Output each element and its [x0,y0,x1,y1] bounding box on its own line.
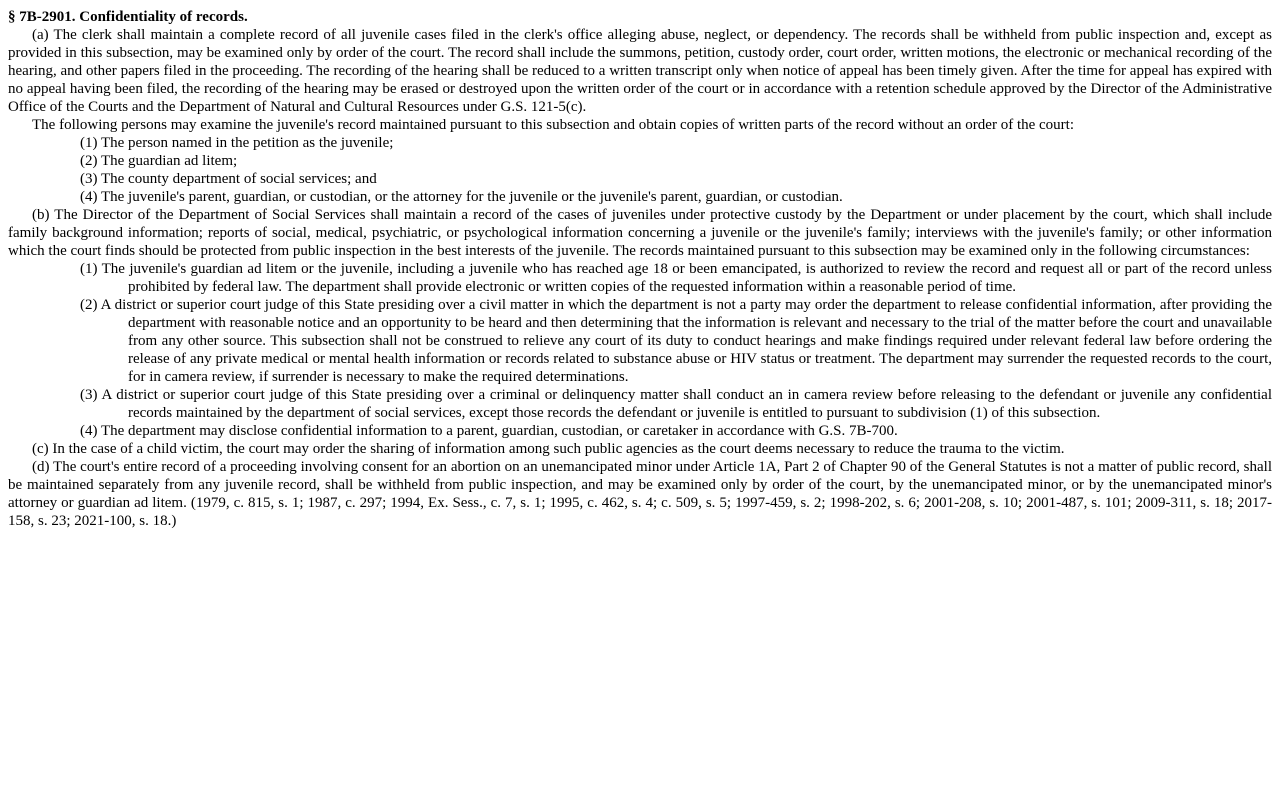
statute-document [8,8,1272,530]
subsection-a-item-3: (3) The county department of social services; and [80,171,377,187]
subsection-c: (c) In the case of a child victim, the court may order the sharing of information among such public agencies as the court deems necessary to reduce the trauma to the victim. [32,441,1065,457]
section-heading: § 7B-2901. Confidentiality of records. [8,9,248,25]
subsection-b-item-2: (2) A district or superior court judge of this State presiding over a civil matter in which the department is not a party may order the department to release confidential information, after providing the department with reasonable notice and an opportunity to be heard and then determining that the information is relevant and necessary to the trial of the matter before the court and unavailable from any other source. This subsection shall not be construed to relieve any court of its duty to conduct hearings and make findings required under relevant federal law before ordering the release of any private medical or mental health information or records related to substance abuse or HIV status or treatment. The department may surrender the requested records to the court, for in camera review, if surrender is necessary to make the required determinations. [80,297,1272,385]
subsection-a-item-2: (2) The guardian ad litem; [80,153,238,169]
subsection-d: (d) The court's entire record of a proceeding involving consent for an abortion on an unemancipated minor under Article 1A, Part 2 of Chapter 90 of the General Statutes is not a matter of public record, shall be maintained separately from any juvenile record, shall be withheld from public inspection, and may be examined only by order of the court, by the unemancipated minor, or by the unemancipated minor's attorney or guardian ad litem. (1979, c. 815, s. 1; 1987, c. 297; 1994, Ex. Sess., c. 7, s. 1; 1995, c. 462, s. 4; c. 509, s. 5; 1997-459, s. 2; 1998-202, s. 6; 2001-208, s. 10; 2001-487, s. 101; 2009-311, s. 18; 2017-158, s. 23; 2021-100, s. 18.) [8,459,1272,529]
subsection-a-persons-intro: The following persons may examine the juvenile's record maintained pursuant to this subsection and obtain copies of written parts of the record without an order of the court: [32,117,1075,133]
subsection-a-item-4: (4) The juvenile's parent, guardian, or custodian, or the attorney for the juvenile or the juvenile's parent, guardian, or custodian. [80,189,843,205]
subsection-a: (a) The clerk shall maintain a complete record of all juvenile cases filed in the clerk's office alleging abuse, neglect, or dependency. The records shall be withheld from public inspection and, except as provided in this subsection, may be examined only by order of the court. The record shall include the summons, petition, custody order, court order, written motions, the electronic or mechanical recording of the hearing, and other papers filed in the proceeding. The recording of the hearing shall be reduced to a written transcript only when notice of appeal has been timely given. After the time for appeal has expired with no appeal having been filed, the recording of the hearing may be erased or destroyed upon the written order of the court or in accordance with a retention schedule approved by the Director of the Administrative Office of the Courts and the Department of Natural and Cultural Resources under G.S. 121-5(c). [8,27,1272,115]
subsection-a-item-1: (1) The person named in the petition as the juvenile; [80,135,394,151]
subsection-b-item-4: (4) The department may disclose confidential information to a parent, guardian, custodian, or caretaker in accordance with G.S. 7B-700. [80,423,898,439]
subsection-b-item-1: (1) The juvenile's guardian ad litem or the juvenile, including a juvenile who has reached age 18 or been emancipated, is authorized to review the record and request all or part of the record unless prohibited by federal law. The department shall provide electronic or written copies of the requested information within a reasonable period of time. [80,261,1272,295]
subsection-b-item-3: (3) A district or superior court judge of this State presiding over a criminal or delinquency matter shall conduct an in camera review before releasing to the defendant or juvenile any confidential records maintained by the department of social services, except those records the defendant or juvenile is entitled to pursuant to subdivision (1) of this subsection. [80,387,1272,421]
subsection-b: (b) The Director of the Department of Social Services shall maintain a record of the cases of juveniles under protective custody by the Department or under placement by the court, which shall include family background information; reports of social, medical, psychiatric, or psychological information concerning a juvenile or the juvenile's family; interviews with the juvenile's family; or other information which the court finds should be protected from public inspection in the best interests of the juvenile. The records maintained pursuant to this subsection may be examined only in the following circumstances: [8,207,1272,259]
